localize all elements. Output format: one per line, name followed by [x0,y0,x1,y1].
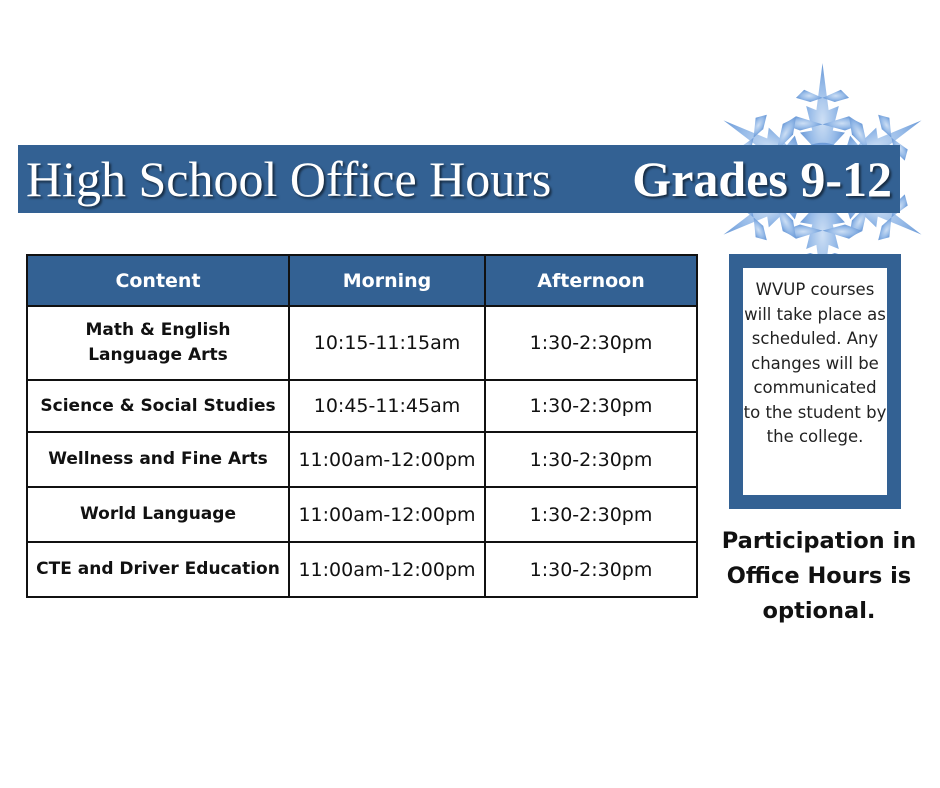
afternoon-cell: 1:30-2:30pm [485,487,697,542]
page-title: High School Office Hours [26,151,552,207]
table-header-row [27,255,697,306]
content-cell: Wellness and Fine Arts [27,432,289,487]
grades-label: Grades 9-12 [632,151,892,207]
table-row [27,306,697,380]
content-cell: Math & English Language Arts [27,306,289,380]
header-afternoon: Afternoon [485,255,697,306]
title-banner [18,145,900,213]
header-content: Content [27,255,289,306]
morning-cell: 11:00am-12:00pm [289,487,485,542]
table-row [27,432,697,487]
notice-text: WVUP courses will take place as scheduled. Any changes will be communicated to the student by the college. [743,268,887,495]
afternoon-cell: 1:30-2:30pm [485,306,697,380]
content-cell: World Language [27,487,289,542]
header-morning: Morning [289,255,485,306]
table-row [27,487,697,542]
optional-note: Participation in Office Hours is optional. [721,528,917,624]
office-hours-table [26,254,698,598]
afternoon-cell: 1:30-2:30pm [485,432,697,487]
morning-cell: 11:00am-12:00pm [289,542,485,597]
table-row [27,542,697,597]
afternoon-cell: 1:30-2:30pm [485,380,697,432]
afternoon-cell: 1:30-2:30pm [485,542,697,597]
content-cell: Science & Social Studies [27,380,289,432]
morning-cell: 11:00am-12:00pm [289,432,485,487]
morning-cell: 10:45-11:45am [289,380,485,432]
notice-box [729,254,901,509]
morning-cell: 10:15-11:15am [289,306,485,380]
content-cell: CTE and Driver Education [27,542,289,597]
table-row [27,380,697,432]
